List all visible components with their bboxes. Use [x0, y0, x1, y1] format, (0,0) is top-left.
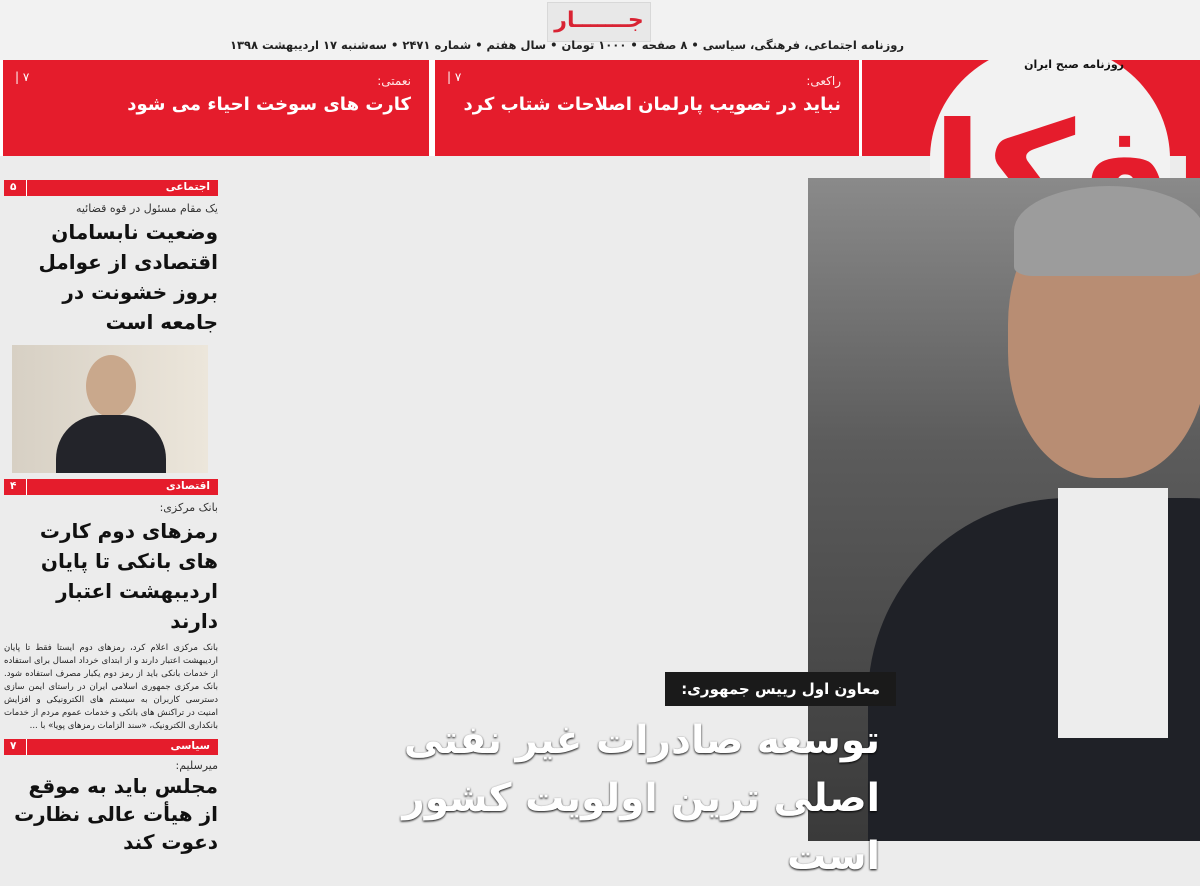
person-suit [56, 415, 166, 473]
masthead-subtitle: روزنامه صبح ایران [1024, 58, 1124, 71]
teaser-kicker: نعمتی: [377, 74, 411, 88]
person-shirt [1058, 488, 1168, 738]
section-divider [26, 739, 27, 755]
section-bar-social [4, 180, 218, 196]
teaser-1[interactable] [432, 60, 862, 156]
teaser-title: کارت های سوخت احیاء می شود [127, 94, 411, 115]
section-page: ۵ [10, 181, 17, 193]
headline[interactable]: مجلس باید به موقع از هیأت عالی نظارت دعوت کند [14, 774, 218, 854]
teaser-page: ۷ | [15, 70, 30, 84]
kicker: میرسلیم: [175, 759, 218, 772]
section-bar-economy [4, 479, 218, 495]
section-page: ۷ [10, 740, 17, 752]
headline[interactable]: وضعیت نابسامان اقتصادی از عوامل بروز خشونت در جامعه است [38, 220, 218, 334]
main-caption: معاون اول رییس جمهوری: [665, 672, 896, 706]
section-divider [26, 479, 27, 495]
section-name: اجتماعی [165, 181, 210, 193]
teaser-title: نباید در تصویب پارلمان اصلاحات شتاب کرد [463, 94, 841, 115]
kicker: بانک مرکزی: [159, 501, 218, 514]
section-name: سیاسی [170, 740, 210, 752]
body-text: بانک مرکزی اعلام کرد، رمزهای دوم ایستا فقط تا پایان اردیبهشت اعتبار دارند و از ابتدای خرداد امسال برای استفاده از خدمات بانکی باید از رمز دوم یکبار مصرف استفاده شود. بانک مرکزی جمهوری اسلامی ایران در راستای ایمن سازی دسترسی کاربران به سیستم های الکترونیکی و افزایش امنیت در تراکنش های بانکی و خدمات عموم مردم از خدمات بانکداری الکترونیک، «سند الزامات رمزهای پویا» با ... [4, 643, 218, 731]
left-column [4, 180, 218, 856]
teaser-2[interactable] [0, 60, 432, 156]
section-divider [26, 180, 27, 196]
main-headline[interactable]: توسعه صادرات غیر نفتی اصلی ترین اولویت کشور است [402, 718, 880, 879]
jaar-tag: جـــــــار [547, 2, 651, 42]
person-hair [1014, 186, 1200, 276]
teaser-kicker: راکعی: [806, 74, 841, 88]
kicker: یک مقام مسئول در قوه قضائیه [75, 202, 218, 215]
publisher-line: روزنامه اجتماعی، فرهنگی، سیاسی • ۸ صفحه • ۱۰۰۰ تومان • سال هفتم • شماره ۲۴۷۱ • سه‌شنبه ۱۷ اردیبهشت ۱۳۹۸ [229, 38, 904, 52]
teaser-page: ۷ | [447, 70, 462, 84]
section-page: ۴ [10, 480, 17, 492]
headline[interactable]: رمزهای دوم کارت های بانکی تا پایان اردیبهشت اعتبار دارند [39, 519, 218, 633]
section-bar-politics [4, 739, 218, 755]
person-figure [86, 355, 136, 417]
section-name: اقتصادی [165, 480, 210, 492]
photo-judiciary-official [12, 345, 208, 473]
